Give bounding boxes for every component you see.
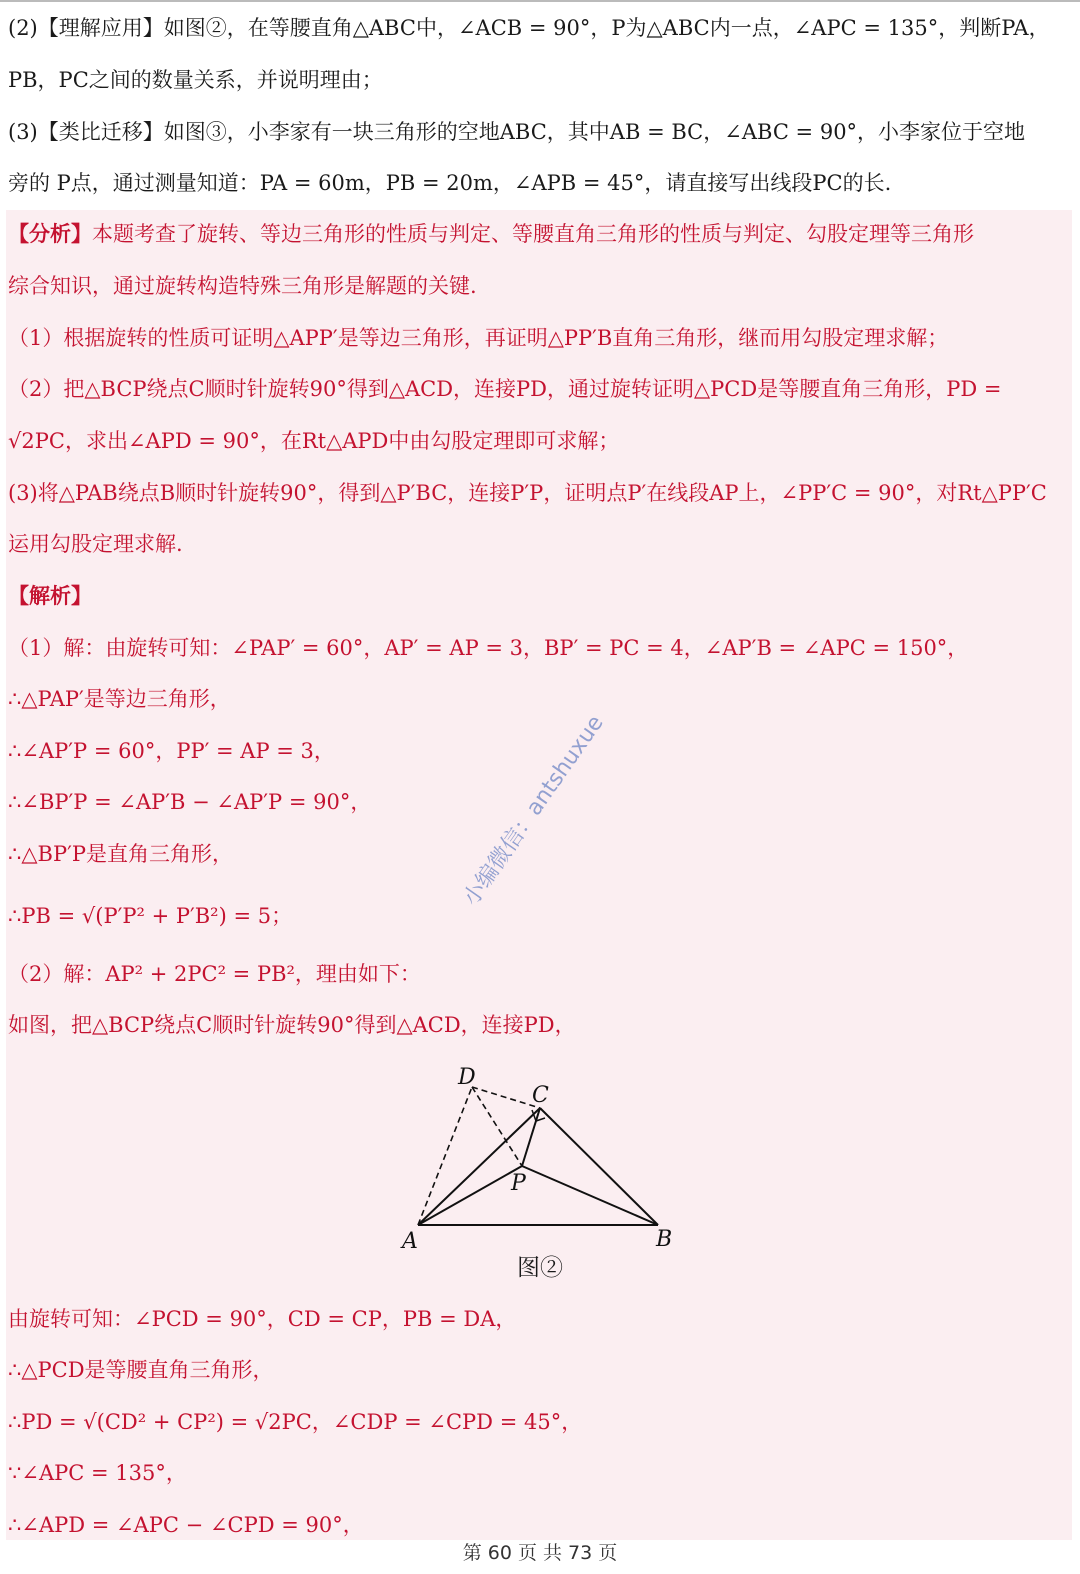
analysis-line7: 运用勾股定理求解. — [8, 532, 183, 556]
solution-step-5: ∴△BP′P是直角三角形， — [8, 842, 233, 866]
segment-DP-dashed — [472, 1087, 522, 1166]
label-D: D — [458, 1065, 476, 1090]
top-rule — [0, 0, 1080, 2]
problem-part2-line2: PB，PC之间的数量关系，并说明理由； — [8, 68, 383, 92]
label-P: P — [511, 1171, 526, 1196]
solution-heading: 【解析】 — [8, 583, 92, 608]
analysis-line4: （2）把△BCP绕点C顺时针旋转90°得到△ACD，连接PD，通过旋转证明△PCD是等腰直角三角形，PD = — [8, 377, 1002, 401]
problem-part3-line2: 旁的 P点，通过测量知道：PA = 60m，PB = 20m，∠APB = 45°，请直接写出线段PC的长. — [8, 171, 892, 195]
solution-step-2: ∴△PAP′是等边三角形， — [8, 687, 231, 711]
solution-step-6: ∴PB = √(P′P² + P′B²) = 5； — [8, 904, 293, 928]
watermark: 小编微信：antshuxue — [458, 710, 609, 911]
analysis-line2: 综合知识，通过旋转构造特殊三角形是解题的关键. — [8, 274, 477, 298]
label-B: B — [656, 1227, 673, 1252]
answer-background — [6, 210, 1072, 1540]
solution-step-3: ∴∠AP′P = 60°，PP′ = AP = 3， — [8, 739, 335, 763]
solution-step-7: （2）解：AP² + 2PC² = PB²，理由如下： — [8, 962, 421, 986]
analysis-line1 — [8, 214, 1072, 254]
solution-step-4: ∴∠BP′P = ∠AP′B − ∠AP′P = 90°， — [8, 790, 372, 814]
geometry-figure — [396, 1060, 686, 1280]
segment-DC-dashed — [472, 1087, 540, 1108]
solution-step-8: 如图，把△BCP绕点C顺时针旋转90°得到△ACD，连接PD， — [8, 1013, 576, 1037]
analysis-line5: √2PC，求出∠APD = 90°，在Rt△APD中由勾股定理即可求解； — [8, 429, 620, 453]
analysis-line6: (3)将△PAB绕点B顺时针旋转90°，得到△P′BC，连接P′P，证明点P′在线段AP上，∠PP′C = 90°，对Rt△PP′C — [8, 481, 1047, 505]
solution-step-11: ∴PD = √(CD² + CP²) = √2PC，∠CDP = ∠CPD = 45°， — [8, 1410, 583, 1434]
segment-BC — [540, 1108, 658, 1225]
page-footer: 第 60 页 共 73 页 — [462, 1542, 618, 1564]
figure-caption: 图② — [517, 1255, 563, 1281]
problem-part2-line1: (2)【理解应用】如图②，在等腰直角△ABC中，∠ACB = 90°，P为△ABC内一点，∠APC = 135°，判断PA， — [8, 16, 1050, 40]
segment-AD-dashed — [418, 1087, 472, 1225]
label-C: C — [532, 1083, 549, 1108]
problem-part3-line1: (3)【类比迁移】如图③，小李家有一块三角形的空地ABC，其中AB = BC，∠ABC = 90°，小李家位于空地 — [8, 120, 1026, 144]
label-A: A — [402, 1229, 418, 1254]
analysis-text-1: 本题考查了旋转、等边三角形的性质与判定、等腰直角三角形的性质与判定、勾股定理等三角形 — [92, 222, 974, 246]
segment-BP — [522, 1166, 658, 1225]
solution-step-10: ∴△PCD是等腰直角三角形， — [8, 1358, 274, 1382]
solution-step-1: （1）解：由旋转可知：∠PAP′ = 60°，AP′ = AP = 3，BP′ = PC = 4，∠AP′B = ∠APC = 150°， — [8, 636, 969, 660]
solution-step-13: ∴∠APD = ∠APC − ∠CPD = 90°， — [8, 1513, 364, 1537]
analysis-heading: 【分析】 — [8, 221, 92, 246]
solution-step-9: 由旋转可知：∠PCD = 90°，CD = CP，PB = DA， — [8, 1307, 517, 1331]
solution-step-12: ∵∠APC = 135°， — [8, 1461, 187, 1485]
analysis-line3: （1）根据旋转的性质可证明△APP′是等边三角形，再证明△PP′B直角三角形，继而用勾股定理求解； — [8, 326, 949, 350]
